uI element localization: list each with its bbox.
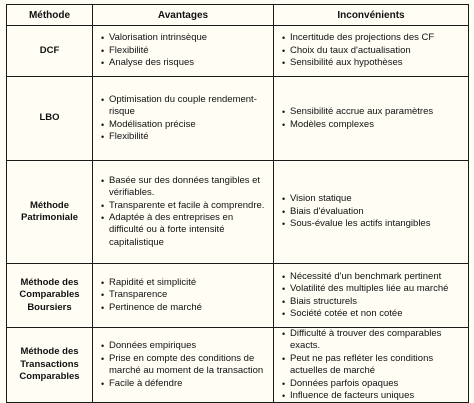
list-item: • Flexibilité — [93, 131, 267, 143]
table-row — [7, 161, 469, 264]
list-item: • Difficulté à trouver des comparables exacts. — [274, 328, 462, 353]
disadvantages-list — [274, 328, 468, 402]
list-item: • Société cotée et non cotée — [274, 308, 462, 320]
list-item: • Choix du taux d'actualisation — [274, 45, 462, 57]
table-row — [7, 77, 469, 161]
header-row — [7, 5, 469, 26]
list-item: • Biais d'évaluation — [274, 206, 462, 218]
header-disadvantages: Inconvénients — [274, 5, 469, 26]
list-item: • Prise en compte des conditions de marché au moment de la transaction — [93, 353, 267, 378]
table-row — [7, 264, 469, 328]
advantages-list — [93, 277, 273, 314]
table-row — [7, 26, 469, 77]
advantages-list — [93, 32, 273, 69]
list-item: • Sensibilité aux hypothèses — [274, 57, 462, 69]
list-item: • Rapidité et simplicité — [93, 277, 267, 289]
disadvantages-cell — [274, 328, 469, 403]
list-item: • Vision statique — [274, 193, 462, 205]
list-item: • Valorisation intrinsèque — [93, 32, 267, 44]
list-item: • Incertitude des projections des CF — [274, 32, 462, 44]
advantages-cell — [93, 264, 274, 328]
disadvantages-cell — [274, 161, 469, 264]
method-cell: Méthode Patrimoniale — [7, 161, 93, 264]
disadvantages-list — [274, 106, 468, 131]
disadvantages-cell — [274, 264, 469, 328]
comparison-table-container — [6, 4, 468, 402]
list-item: • Adaptée à des entreprises en difficulté ou à forte intensité capitalistique — [93, 212, 267, 249]
list-item: • Modélisation précise — [93, 119, 267, 131]
advantages-list — [93, 340, 273, 390]
disadvantages-list — [274, 271, 468, 321]
list-item: • Influence de facteurs uniques — [274, 390, 462, 402]
method-cell: Méthode des Transactions Comparables — [7, 328, 93, 403]
list-item: • Transparente et facile à comprendre. — [93, 200, 267, 212]
list-item: • Flexibilité — [93, 45, 267, 57]
advantages-list — [93, 94, 273, 144]
list-item: • Basée sur des données tangibles et vérifiables. — [93, 175, 267, 200]
disadvantages-list — [274, 32, 468, 69]
advantages-cell — [93, 77, 274, 161]
advantages-list — [93, 175, 273, 249]
list-item: • Facile à défendre — [93, 378, 267, 390]
list-item: • Données parfois opaques — [274, 378, 462, 390]
list-item: • Transparence — [93, 289, 267, 301]
method-cell: Méthode des Comparables Boursiers — [7, 264, 93, 328]
list-item: • Optimisation du couple rendement-risque — [93, 94, 267, 119]
advantages-cell — [93, 161, 274, 264]
disadvantages-cell — [274, 77, 469, 161]
list-item: • Nécessité d'un benchmark pertinent — [274, 271, 462, 283]
list-item: • Sensibilité accrue aux paramètres — [274, 106, 462, 118]
list-item: • Biais structurels — [274, 296, 462, 308]
advantages-cell — [93, 328, 274, 403]
list-item: • Volatilité des multiples liée au marché — [274, 283, 462, 295]
list-item: • Peut ne pas refléter les conditions actuelles de marché — [274, 353, 462, 378]
advantages-cell — [93, 26, 274, 77]
method-cell: LBO — [7, 77, 93, 161]
list-item: • Pertinence de marché — [93, 302, 267, 314]
list-item: • Sous-évalue les actifs intangibles — [274, 218, 462, 230]
disadvantages-cell — [274, 26, 469, 77]
list-item: • Modèles complexes — [274, 119, 462, 131]
disadvantages-list — [274, 193, 468, 230]
method-cell: DCF — [7, 26, 93, 77]
header-advantages: Avantages — [93, 5, 274, 26]
list-item: • Analyse des risques — [93, 57, 267, 69]
header-method: Méthode — [7, 5, 93, 26]
table-row — [7, 328, 469, 403]
valuation-methods-table — [6, 4, 469, 403]
list-item: • Données empiriques — [93, 340, 267, 352]
